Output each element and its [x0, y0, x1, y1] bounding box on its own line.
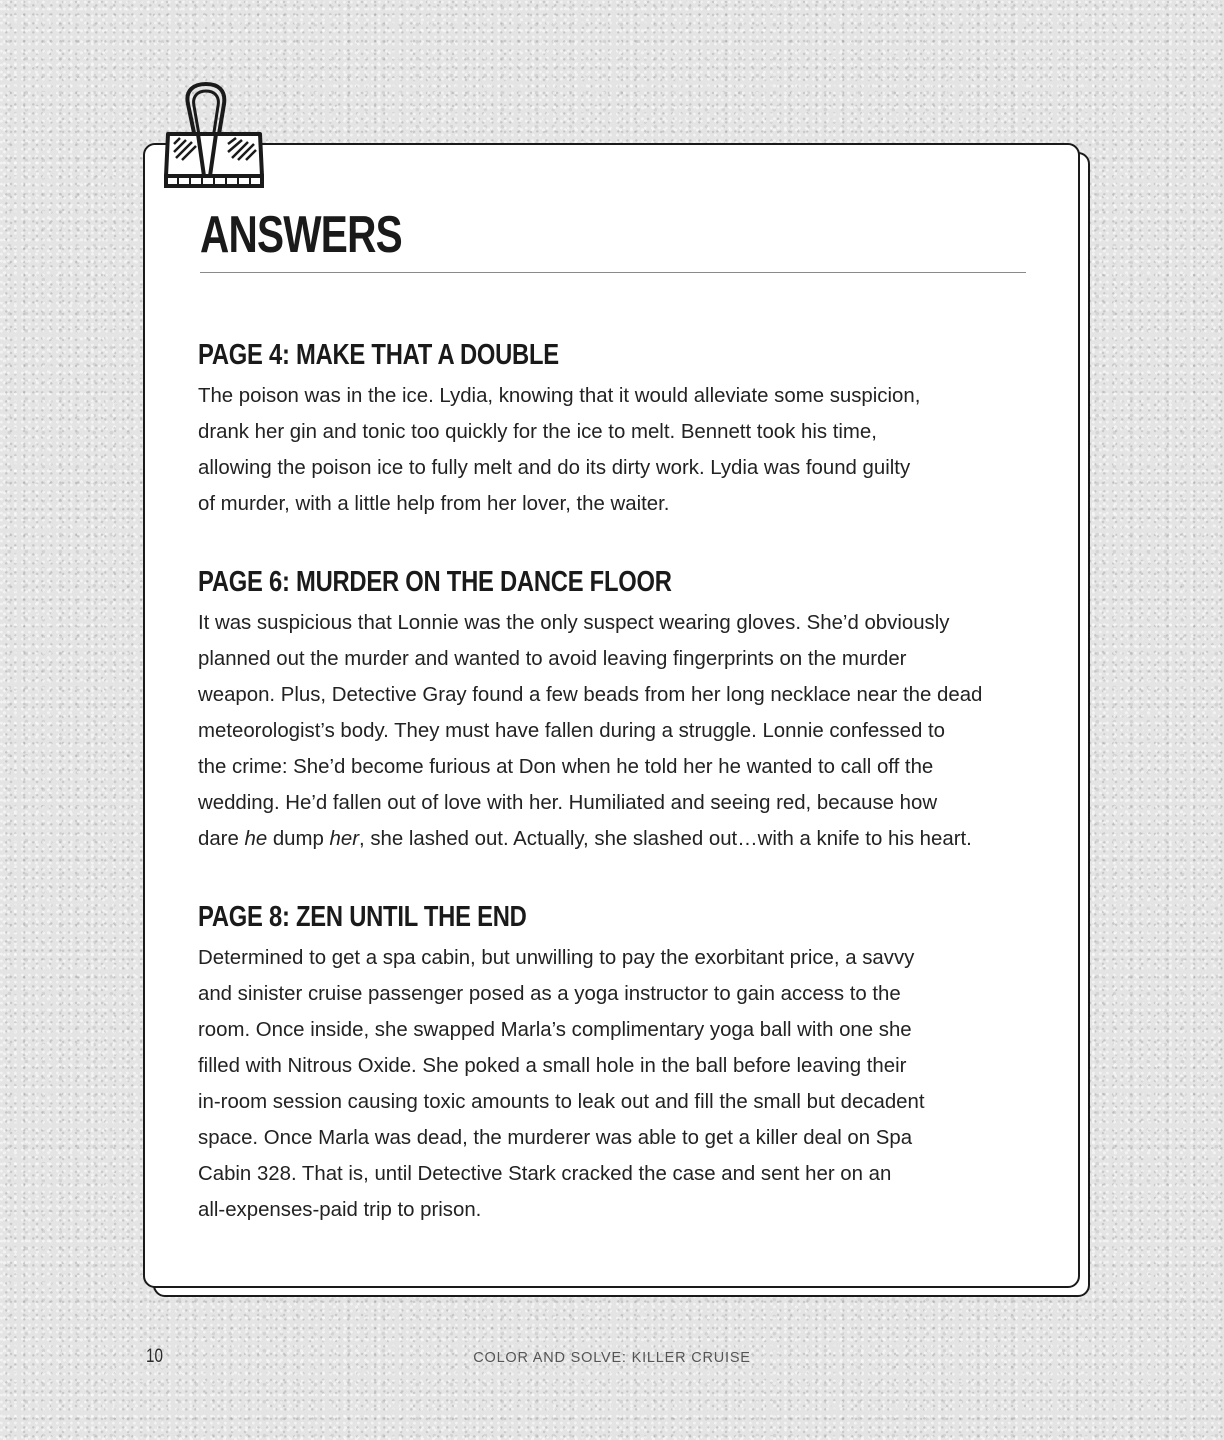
body-line: wedding. He’d fallen out of love with her. Humiliated and seeing red, because how [198, 792, 938, 814]
body-line: space. Once Marla was dead, the murderer was able to get a killer deal on Spa [198, 1127, 913, 1149]
answer-section-page-8 [198, 900, 1038, 1228]
page-title: ANSWERS [200, 206, 402, 264]
page-number: 10 [146, 1346, 163, 1367]
section-body [198, 605, 1028, 857]
text-run: dare [198, 828, 245, 850]
answer-section-page-4 [198, 338, 1038, 522]
body-line: of murder, with a little help from her lover, the waiter. [198, 493, 670, 515]
body-line: meteorologist’s body. They must have fallen during a struggle. Lonnie confessed to [198, 720, 945, 742]
text-run: dump [267, 828, 330, 850]
body-line: all-expenses-paid trip to prison. [198, 1199, 482, 1221]
body-line: drank her gin and tonic too quickly for the ice to melt. Bennett took his time, [198, 421, 877, 443]
body-line: filled with Nitrous Oxide. She poked a small hole in the ball before leaving their [198, 1055, 907, 1077]
emphasis-her: her [329, 828, 359, 850]
body-line: and sinister cruise passenger posed as a yoga instructor to gain access to the [198, 983, 901, 1005]
section-body [198, 378, 1028, 522]
section-heading: PAGE 8: ZEN UNTIL THE END [198, 901, 527, 933]
body-line: allowing the poison ice to fully melt and do its dirty work. Lydia was found guilty [198, 457, 911, 479]
body-line: Cabin 328. That is, until Detective Stark cracked the case and sent her on an [198, 1163, 892, 1185]
section-heading: PAGE 6: MURDER ON THE DANCE FLOOR [198, 566, 672, 598]
section-body [198, 940, 1028, 1228]
body-line: Determined to get a spa cabin, but unwilling to pay the exorbitant price, a savvy [198, 947, 915, 969]
body-line: The poison was in the ice. Lydia, knowing that it would alleviate some suspicion, [198, 385, 921, 407]
body-line: in-room session causing toxic amounts to leak out and fill the small but decadent [198, 1091, 925, 1113]
body-line: planned out the murder and wanted to avoid leaving fingerprints on the murder [198, 648, 907, 670]
body-line: weapon. Plus, Detective Gray found a few beads from her long necklace near the dead [198, 684, 983, 706]
running-footer-title: COLOR AND SOLVE: KILLER CRUISE [473, 1350, 751, 1366]
title-divider [200, 272, 1026, 273]
body-line: It was suspicious that Lonnie was the only suspect wearing gloves. She’d obviously [198, 612, 950, 634]
section-heading: PAGE 4: MAKE THAT A DOUBLE [198, 339, 559, 371]
body-line-last [198, 821, 1028, 857]
emphasis-he: he [244, 828, 268, 850]
text-run: , she lashed out. Actually, she slashed out…with a knife to his heart. [359, 828, 972, 850]
answer-section-page-6 [198, 565, 1038, 857]
binder-clip-icon [158, 80, 270, 192]
body-line: room. Once inside, she swapped Marla’s complimentary yoga ball with one she [198, 1019, 912, 1041]
body-line: the crime: She’d become furious at Don when he told her he wanted to call off the [198, 756, 934, 778]
